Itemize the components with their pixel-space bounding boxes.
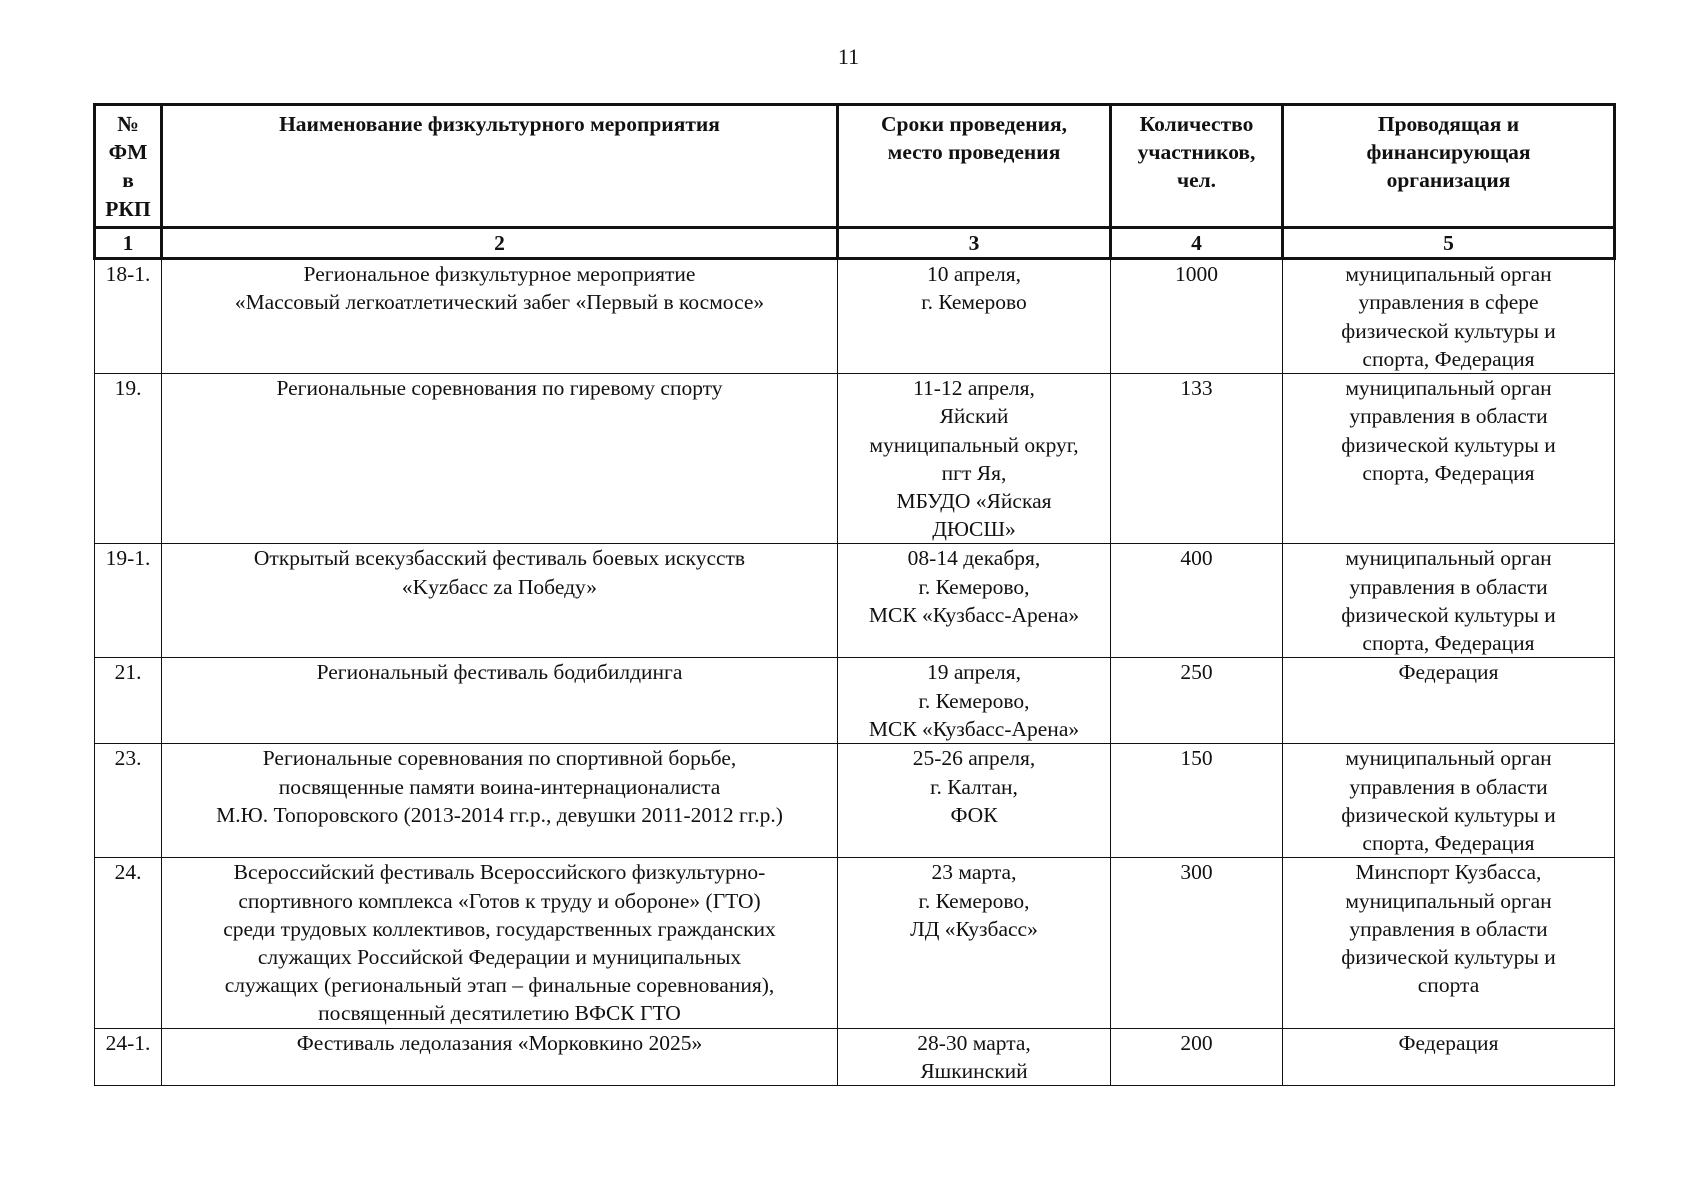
event-participants: 250 bbox=[1111, 658, 1283, 744]
event-organization: муниципальный орган управления в области физической культуры и спорта, Федерация bbox=[1283, 374, 1615, 544]
event-organization: муниципальный орган управления в сфере физической культуры и спорта, Федерация bbox=[1283, 259, 1615, 374]
event-participants: 300 bbox=[1111, 858, 1283, 1028]
event-name: Региональное физкультурное мероприятие «Массовый легкоатлетический забег «Первый в космосе» bbox=[162, 259, 838, 374]
event-participants: 133 bbox=[1111, 374, 1283, 544]
event-participants: 150 bbox=[1111, 744, 1283, 858]
event-organization: Федерация bbox=[1283, 658, 1615, 744]
header-organization: Проводящая и финансирующая организация bbox=[1283, 105, 1615, 228]
event-number: 23. bbox=[95, 744, 162, 858]
table-row bbox=[95, 858, 1615, 1028]
table-row bbox=[95, 658, 1615, 744]
event-name: Региональные соревнования по спортивной борьбе, посвященные памяти воина-интернационалиста М.Ю. Топоровского (2013-2014 гг.р., девушки 2011-2012 гг.р.) bbox=[162, 744, 838, 858]
event-dates-place: 11-12 апреля, Яйский муниципальный округ, пгт Яя, МБУДО «Яйская ДЮСШ» bbox=[838, 374, 1111, 544]
column-number: 1 bbox=[95, 228, 162, 259]
event-name: Открытый всекузбасский фестиваль боевых искусств «Kyzбасс za Победу» bbox=[162, 544, 838, 658]
column-number-row bbox=[95, 228, 1615, 259]
table-row bbox=[95, 259, 1615, 374]
event-number: 19-1. bbox=[95, 544, 162, 658]
event-participants: 400 bbox=[1111, 544, 1283, 658]
event-participants: 200 bbox=[1111, 1028, 1283, 1085]
event-name: Региональные соревнования по гиревому спорту bbox=[162, 374, 838, 544]
table-row bbox=[95, 544, 1615, 658]
table-row bbox=[95, 374, 1615, 544]
event-name: Всероссийский фестиваль Всероссийского физкультурно- спортивного комплекса «Готов к труду и обороне» (ГТО) среди трудовых коллективов, государственных гражданских служащих Российской Федерации и муниципальных служащих (региональный этап – финальные соревнования), посвященный десятилетию ВФСК ГТО bbox=[162, 858, 838, 1028]
column-number: 4 bbox=[1111, 228, 1283, 259]
event-number: 21. bbox=[95, 658, 162, 744]
event-dates-place: 08-14 декабря, г. Кемерово, МСК «Кузбасс-Арена» bbox=[838, 544, 1111, 658]
event-organization: Федерация bbox=[1283, 1028, 1615, 1085]
event-number: 18-1. bbox=[95, 259, 162, 374]
event-dates-place: 28-30 марта, Яшкинский bbox=[838, 1028, 1111, 1085]
event-name: Фестиваль ледолазания «Морковкино 2025» bbox=[162, 1028, 838, 1085]
event-number: 19. bbox=[95, 374, 162, 544]
page-number: 11 bbox=[837, 44, 860, 69]
event-dates-place: 25-26 апреля, г. Калтан, ФОК bbox=[838, 744, 1111, 858]
column-number: 2 bbox=[162, 228, 838, 259]
header-participants: Количество участников, чел. bbox=[1111, 105, 1283, 228]
header-row bbox=[95, 105, 1615, 228]
table-row bbox=[95, 744, 1615, 858]
event-number: 24-1. bbox=[95, 1028, 162, 1085]
event-dates-place: 23 марта, г. Кемерово, ЛД «Кузбасс» bbox=[838, 858, 1111, 1028]
header-event-name: Наименование физкультурного мероприятия bbox=[162, 105, 838, 228]
header-dates-place: Сроки проведения, место проведения bbox=[838, 105, 1111, 228]
event-organization: Минспорт Кузбасса, муниципальный орган управления в области физической культуры и спорта bbox=[1283, 858, 1615, 1028]
event-dates-place: 19 апреля, г. Кемерово, МСК «Кузбасс-Арена» bbox=[838, 658, 1111, 744]
event-number: 24. bbox=[95, 858, 162, 1028]
column-number: 3 bbox=[838, 228, 1111, 259]
event-participants: 1000 bbox=[1111, 259, 1283, 374]
header-number: № ФМ в РКП bbox=[95, 105, 162, 228]
event-name: Региональный фестиваль бодибилдинга bbox=[162, 658, 838, 744]
column-number: 5 bbox=[1283, 228, 1615, 259]
table-row bbox=[95, 1028, 1615, 1085]
event-organization: муниципальный орган управления в области физической культуры и спорта, Федерация bbox=[1283, 744, 1615, 858]
event-dates-place: 10 апреля, г. Кемерово bbox=[838, 259, 1111, 374]
events-table bbox=[93, 103, 1616, 1086]
event-organization: муниципальный орган управления в области физической культуры и спорта, Федерация bbox=[1283, 544, 1615, 658]
